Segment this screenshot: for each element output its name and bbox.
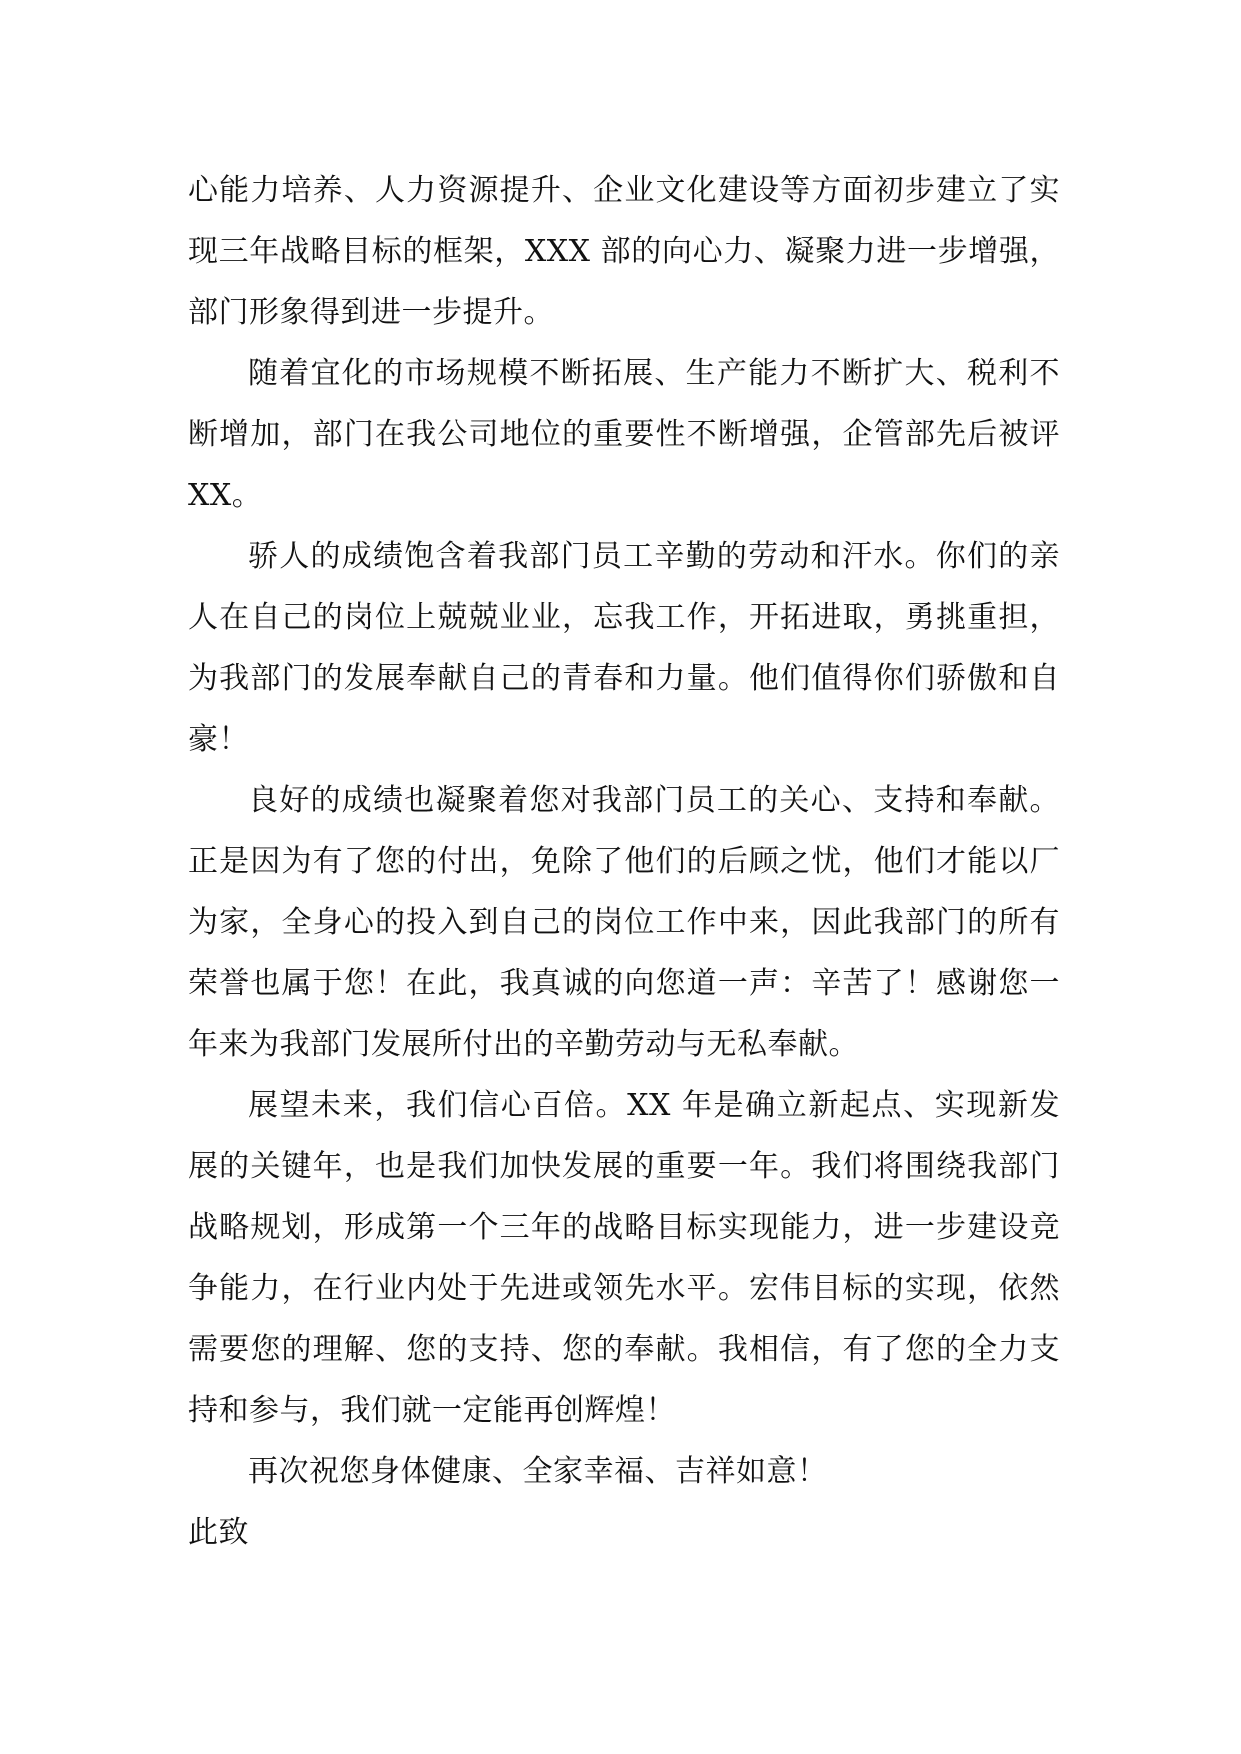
paragraph-family-thanks: 良好的成绩也凝聚着您对我部门员工的关心、支持和奉献。正是因为有了您的付出，免除了他们的后顾之忧，他们才能以厂为家，全身心的投入到自己的岗位工作中来，因此我部门的所有荣誉也属于您！在此，我真诚的向您道一声：辛苦了！感谢您一年来为我部门发展所付出的辛勤劳动与无私奉献。 xyxy=(188,783,1060,1062)
paragraph-future-outlook: 展望未来，我们信心百倍。XX 年是确立新起点、实现新发展的关键年，也是我们加快发展的重要一年。我们将围绕我部门战略规划，形成第一个三年的战略目标实现能力，进一步建设竞争能力，在行业内处于先进或领先水平。宏伟目标的实现，依然需要您的理解、您的支持、您的奉献。我相信，有了您的全力支持和参与，我们就一定能再创辉煌！ xyxy=(188,1088,1060,1428)
paragraph-employee-achievement: 骄人的成绩饱含着我部门员工辛勤的劳动和汗水。你们的亲人在自己的岗位上兢兢业业，忘我工作，开拓进取，勇挑重担，为我部门的发展奉献自己的青春和力量。他们值得你们骄傲和自豪！ xyxy=(188,539,1060,757)
closing-salutation: 此致 xyxy=(188,1515,249,1550)
document-body xyxy=(188,160,1060,1563)
paragraph-continuation: 心能力培养、人力资源提升、企业文化建设等方面初步建立了实现三年战略目标的框架，XXX 部的向心力、凝聚力进一步增强，部门形象得到进一步提升。 xyxy=(188,173,1060,330)
paragraph-best-wishes: 再次祝您身体健康、全家幸福、吉祥如意！ xyxy=(248,1454,828,1489)
paragraph-market-growth: 随着宜化的市场规模不断拓展、生产能力不断扩大、税利不断增加，部门在我公司地位的重要性不断增强，企管部先后被评 XX。 xyxy=(188,356,1060,513)
